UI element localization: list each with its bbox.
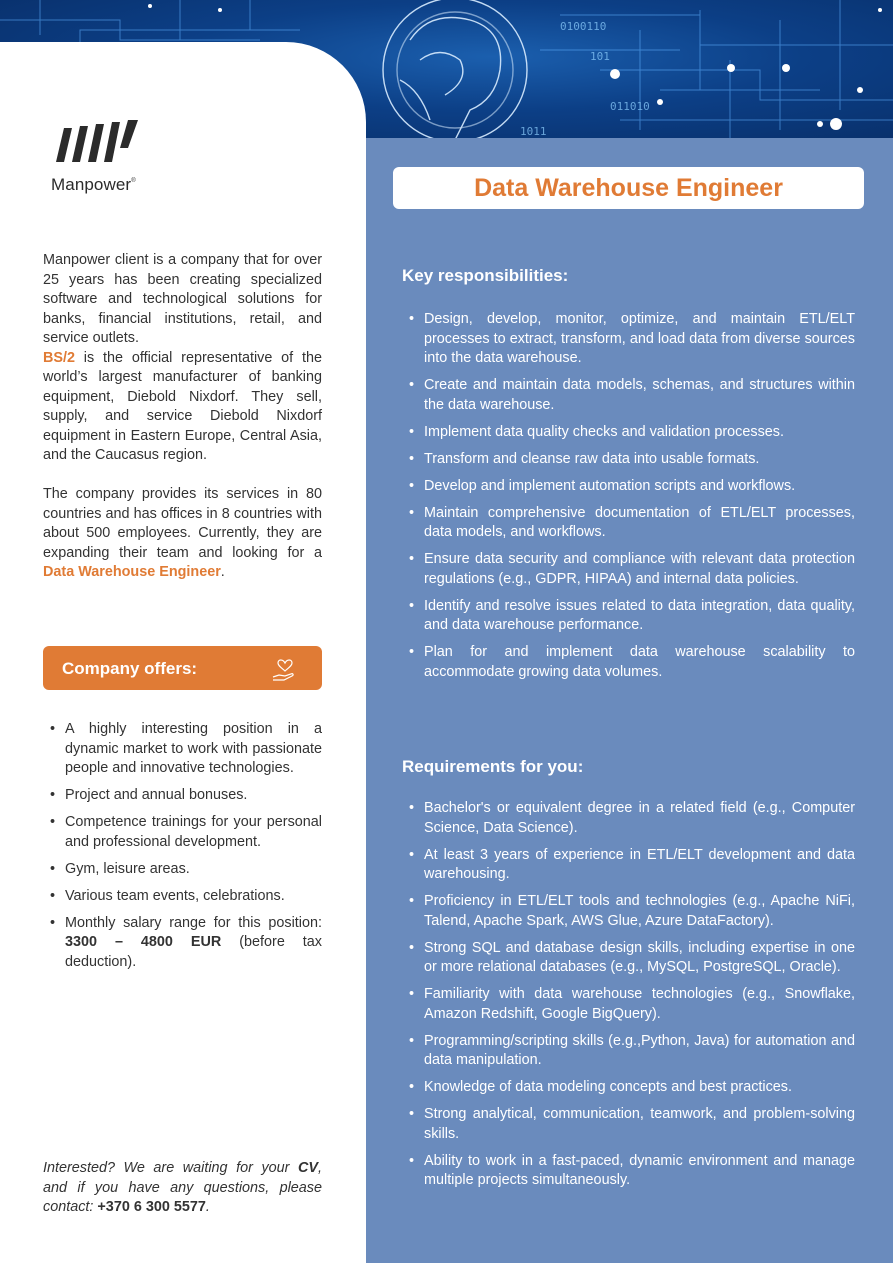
brand-name: Manpower® [51, 175, 136, 194]
list-item: • Design, develop, monitor, optimize, and maintain ETL/ELT processes to extract, transform, and load data from diverse sources into the data warehouse. [402, 310, 855, 369]
company-offers-title: Company offers: [62, 659, 198, 678]
svg-text:0100110: 0100110 [560, 20, 607, 33]
svg-text:101: 101 [590, 50, 610, 63]
manpower-logo [50, 118, 140, 194]
list-item: • Knowledge of data modeling concepts and best practices. [402, 1078, 855, 1098]
list-item: • Competence trainings for your personal and professional development. [43, 813, 322, 852]
list-item: • Plan for and implement data warehouse scalability to accommodate growing data volumes. [402, 643, 855, 682]
heart-hand-icon [270, 653, 300, 683]
list-item: • Familiarity with data warehouse technologies (e.g., Snowflake, Amazon Redshift, Google BigQuery). [402, 985, 855, 1024]
job-title-box [393, 167, 864, 209]
list-item: • Strong analytical, communication, teamwork, and problem-solving skills. [402, 1105, 855, 1144]
list-item: • Ensure data security and compliance with relevant data protection regulations (e.g., GDPR, HIPAA) and internal data policies. [402, 550, 855, 589]
company-name-highlight: BS/2 [43, 349, 75, 366]
salary-item: • Monthly salary range for this position: 3300 – 4800 EUR (before tax deduction). [43, 914, 322, 973]
manpower-logo-mark [50, 118, 140, 164]
intro-paragraph-3: The company provides its services in 80 countries and has offices in 8 countries with about 500 employees. Currently, they are expanding their team and looking for a Data Warehouse Engineer. [43, 486, 322, 580]
cv-label: CV [298, 1160, 318, 1176]
list-item: • Maintain comprehensive documentation of ETL/ELT processes, data models, and workflows. [402, 504, 855, 543]
company-offers-list [43, 720, 322, 980]
list-item: • Gym, leisure areas. [43, 860, 322, 880]
list-item: • Project and annual bonuses. [43, 786, 322, 806]
list-item: • Bachelor's or equivalent degree in a related field (e.g., Computer Science, Data Science). [402, 799, 855, 838]
list-item: • Transform and cleanse raw data into usable formats. [402, 450, 855, 470]
responsibilities-heading: Key responsibilities: [402, 266, 569, 285]
company-intro [43, 251, 322, 583]
list-item: • Strong SQL and database design skills, including expertise in one or more relational databases (e.g., MySQL, PostgreSQL, Oracle). [402, 939, 855, 978]
responsibilities-list [402, 310, 855, 690]
list-item: • Develop and implement automation scripts and workflows. [402, 477, 855, 497]
salary-value: 3300 – 4800 EUR [65, 934, 222, 950]
position-highlight: Data Warehouse Engineer [43, 564, 221, 580]
requirements-heading: Requirements for you: [402, 757, 584, 776]
job-title: Data Warehouse Engineer [474, 174, 783, 202]
list-item: • Create and maintain data models, schemas, and structures within the data warehouse. [402, 376, 855, 415]
list-item: • At least 3 years of experience in ETL/ELT development and data warehousing. [402, 846, 855, 885]
svg-text:1011: 1011 [520, 125, 547, 138]
contact-phone[interactable]: +370 6 300 5577 [97, 1199, 206, 1215]
list-item: • Ability to work in a fast-paced, dynamic environment and manage multiple projects simultaneously. [402, 1152, 855, 1191]
list-item: • Identify and resolve issues related to data integration, data quality, and data warehouse performance. [402, 597, 855, 636]
list-item: • Proficiency in ETL/ELT tools and technologies (e.g., Apache NiFi, Talend, Apache Spark, AWS Glue, Azure DataFactory). [402, 892, 855, 931]
contact-note: Interested? We are waiting for your CV, and if you have any questions, please contact: +370 6 300 5577. [43, 1160, 322, 1215]
intro-paragraph-1: Manpower client is a company that for over 25 years has been creating specialized software and technological solutions for banks, financial institutions, retail, and service outlets. [43, 252, 322, 346]
list-item: • Implement data quality checks and validation processes. [402, 423, 855, 443]
requirements-list [402, 799, 855, 1198]
company-offers-header [43, 646, 322, 690]
list-item: • Programming/scripting skills (e.g.,Python, Java) for automation and data manipulation. [402, 1032, 855, 1071]
list-item: • A highly interesting position in a dynamic market to work with passionate people and innovative technologies. [43, 720, 322, 779]
list-item: • Various team events, celebrations. [43, 887, 322, 907]
intro-paragraph-2: BS/2 is the official representative of the world’s largest manufacturer of banking equipment, Diebold Nixdorf. They sell, supply, and service Diebold Nixdorf equipment in Eastern Europe, Central Asia, and the Caucasus region. [43, 349, 322, 463]
svg-text:011010: 011010 [610, 100, 650, 113]
